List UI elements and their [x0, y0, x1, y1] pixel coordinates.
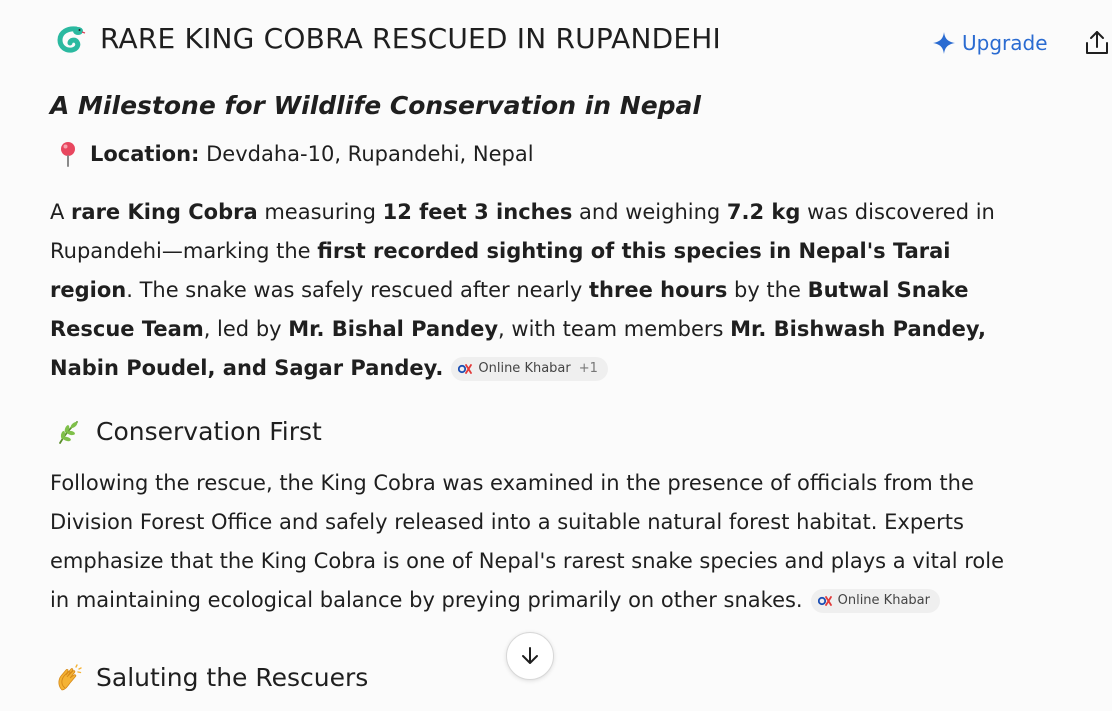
source-extra-count: +1 — [578, 361, 598, 376]
intro-text: A — [50, 200, 72, 224]
page-title: RARE KING COBRA RESCUED IN RUPANDEHI — [100, 22, 721, 55]
location-line — [50, 140, 1010, 168]
intro-text: , with team members — [498, 317, 731, 341]
intro-highlight: Mr. Bishwash Pandey, Nabin Poudel, and Sagar Pandey. — [50, 317, 986, 380]
intro-highlight: first recorded sighting of this species in Nepal's Tarai region — [50, 239, 951, 302]
intro-highlight: Mr. Bishal Pandey — [288, 317, 499, 341]
section-heading-label: Saluting the Rescuers — [96, 663, 369, 692]
section-heading-label: Conservation First — [96, 417, 322, 446]
source-chip[interactable] — [811, 589, 940, 613]
sparkle-icon — [932, 31, 956, 55]
intro-highlight: Butwal Snake Rescue Team — [50, 278, 969, 341]
intro-text: was discovered in Rupandehi—marking the — [50, 200, 995, 263]
intro-text: , led by — [203, 317, 289, 341]
snake-icon — [54, 25, 86, 55]
article-subtitle: A Milestone for Wildlife Conservation in Nepal — [50, 91, 701, 120]
section-heading-conservation — [50, 414, 1010, 450]
intro-highlight: 12 feet 3 inches — [382, 200, 573, 224]
arrow-down-icon — [519, 645, 541, 667]
header — [0, 0, 1112, 80]
location-value: Devdaha-10, Rupandehi, Nepal — [199, 142, 534, 166]
intro-text: . The snake was safely rescued after nearly — [126, 278, 589, 302]
source-name: Online Khabar — [478, 361, 571, 376]
scroll-down-button[interactable] — [506, 632, 554, 680]
intro-text: by the — [727, 278, 808, 302]
intro-paragraph — [50, 193, 1010, 388]
conservation-text: Following the rescue, the King Cobra was examined in the presence of officials from the Division Forest Office and safely released into a suitable natural forest habitat. Experts emphasize that the King Cobra is one of Nepal's rarest snake species and plays a vital role in maintaining ecological balance by preying primarily on other snakes. — [50, 471, 1004, 612]
source-chip[interactable] — [451, 357, 608, 381]
intro-highlight: 7.2 kg — [726, 200, 801, 224]
round-pushpin-icon — [54, 140, 82, 168]
herb-icon — [54, 418, 82, 446]
intro-highlight: three hours — [589, 278, 728, 302]
intro-text: measuring — [257, 200, 383, 224]
location-label: Location: — [90, 142, 200, 166]
online-khabar-logo-icon — [458, 363, 472, 375]
upgrade-button[interactable] — [932, 29, 1048, 57]
share-icon[interactable] — [1084, 29, 1110, 57]
online-khabar-logo-icon — [818, 595, 832, 607]
clapping-hands-icon — [54, 664, 82, 692]
intro-text: and weighing — [572, 200, 727, 224]
article — [50, 88, 1010, 696]
intro-highlight: rare King Cobra — [71, 200, 258, 224]
upgrade-label: Upgrade — [962, 31, 1048, 55]
source-name: Online Khabar — [837, 593, 930, 608]
conservation-paragraph — [50, 464, 1010, 620]
